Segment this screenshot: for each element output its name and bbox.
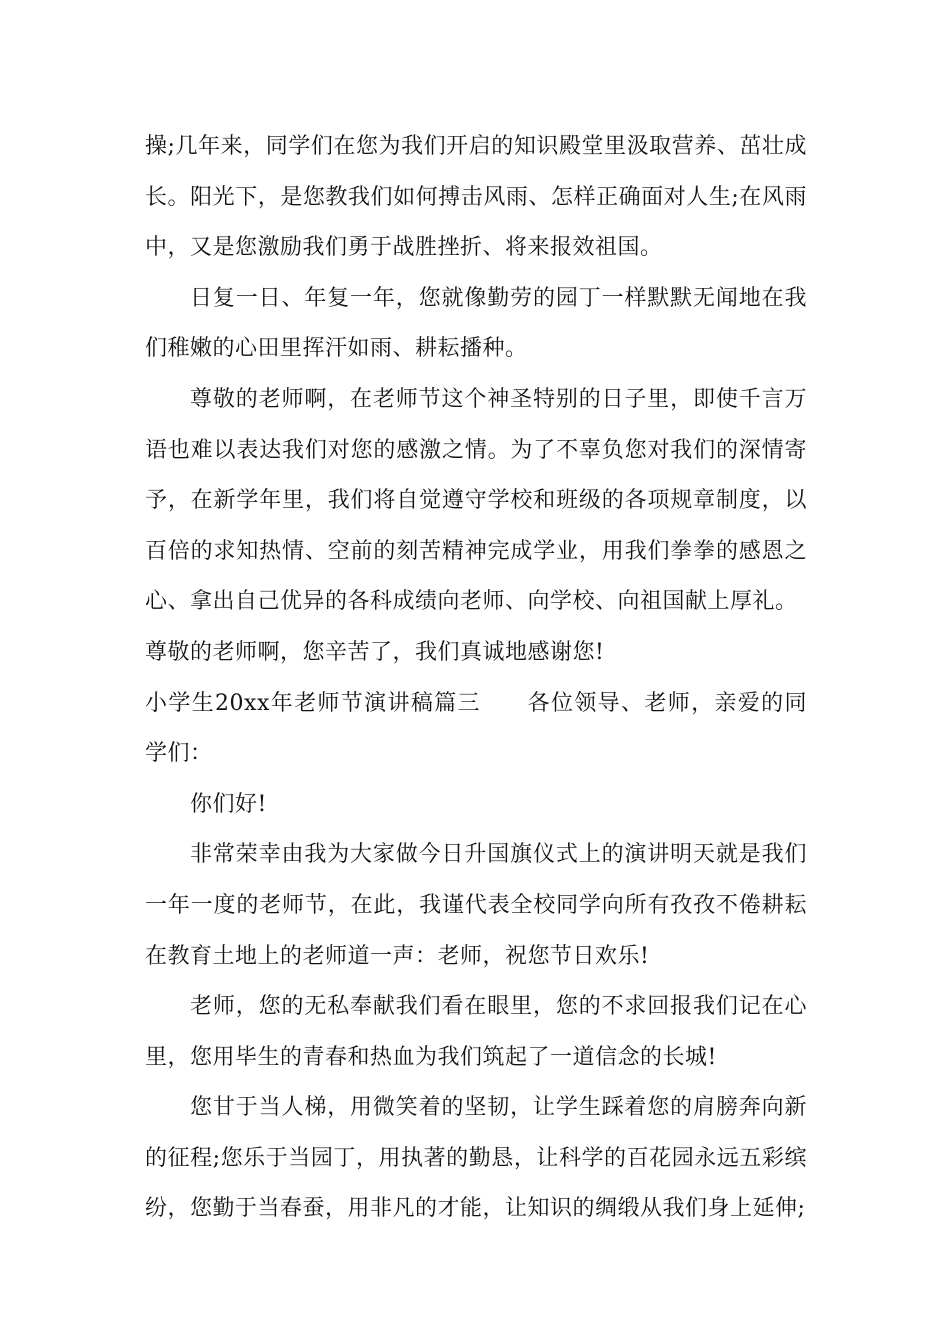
paragraph-greeting: 你们好!	[190, 791, 267, 817]
document-body	[145, 122, 807, 1235]
paragraph-gratitude: 尊敬的老师啊，在老师节这个神圣特别的日子里，即使千言万语也难以表达我们对您的感激之情。为了不辜负您对我们的深情寄予，在新学年里，我们将自觉遵守学校和班级的各项规章制度，以百倍的求知热情、空前的刻苦精神完成学业，用我们拳拳的感恩之心、拿出自己优异的各科成绩向老师、向学校、向祖国献上厚礼。	[145, 386, 807, 615]
paragraph-honor: 非常荣幸由我为大家做今日升国旗仪式上的演讲明天就是我们一年一度的老师节，在此，我谨代表全校同学向所有孜孜不倦耕耘在教育土地上的老师道一声：老师，祝您节日欢乐!	[145, 842, 807, 969]
paragraph-gardener: 日复一日、年复一年，您就像勤劳的园丁一样默默无闻地在我们稚嫩的心田里挥汗如雨、耕耘播种。	[145, 285, 807, 362]
paragraph-thanks: 尊敬的老师啊，您辛苦了，我们真诚地感谢您!	[145, 639, 605, 665]
paragraph-metaphors: 您甘于当人梯，用微笑着的坚韧，让学生踩着您的肩膀奔向新的征程;您乐于当园丁，用执著的勤恳，让科学的百花园永远五彩缤纷，您勤于当春蚕，用非凡的才能，让知识的绸缎从我们身上延伸;	[145, 1095, 807, 1222]
section-heading-speech-three: 小学生20xx年老师节演讲稿篇三 各位领导、老师，亲爱的同学们：	[145, 690, 807, 767]
paragraph-dedication: 老师，您的无私奉献我们看在眼里，您的不求回报我们记在心里，您用毕生的青春和热血为我们筑起了一道信念的长城!	[145, 994, 807, 1070]
paragraph-continuation: 操;几年来，同学们在您为我们开启的知识殿堂里汲取营养、茁壮成长。阳光下，是您教我们如何搏击风雨、怎样正确面对人生;在风雨中，又是您激励我们勇于战胜挫折、将来报效祖国。	[145, 134, 807, 261]
